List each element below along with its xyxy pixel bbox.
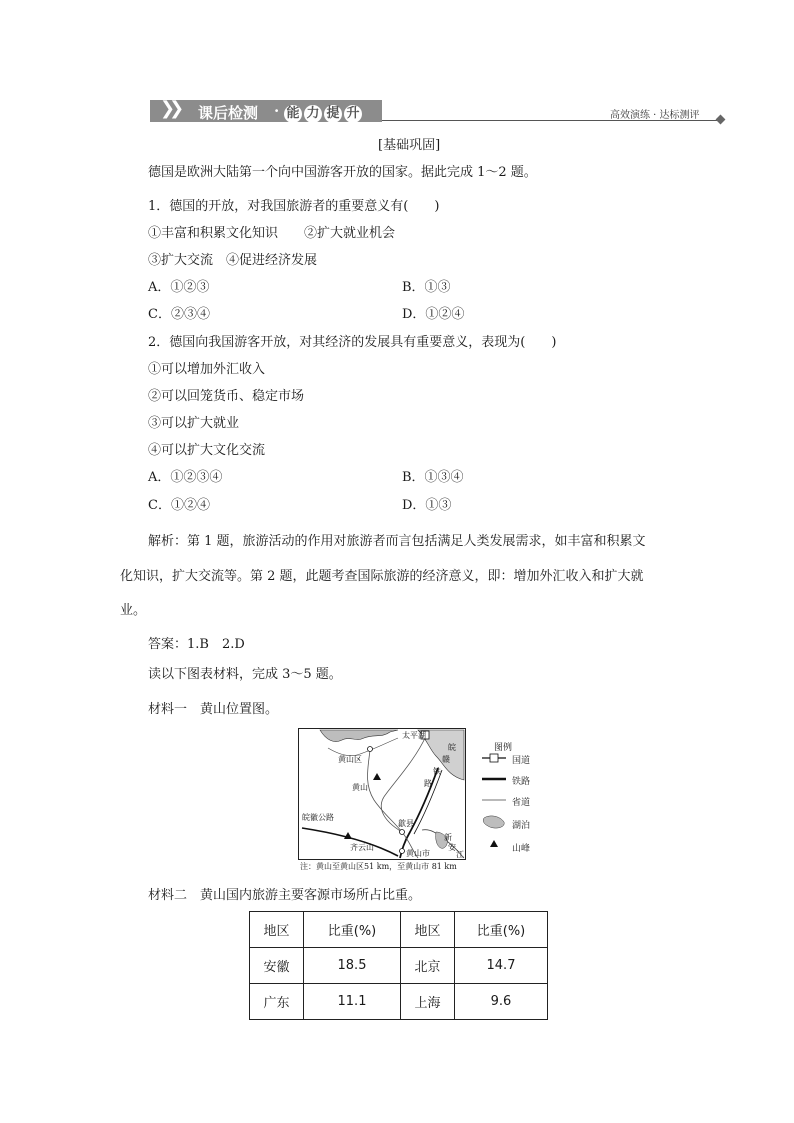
- table-cell: 上海: [401, 984, 455, 1020]
- table-cell: 广东: [250, 984, 304, 1020]
- read-prompt: 读以下图表材料，完成 3～5 题。: [148, 667, 342, 682]
- legend-national-road-marker: [490, 754, 498, 762]
- banner-separator: ·: [274, 102, 280, 120]
- legend-label: 山峰: [512, 844, 531, 854]
- table-cell: 安徽: [250, 948, 304, 984]
- material-two-caption: 材料二 黄山国内旅游主要客源市场所占比重。: [148, 888, 422, 903]
- answer-text: 答案：1.B 2.D: [148, 637, 245, 652]
- table-cell: 14.7: [455, 948, 548, 984]
- q1-choice-line: ①丰富和积累文化知识 ②扩大就业机会: [148, 226, 396, 241]
- legend-symbols: [480, 752, 510, 852]
- table-header-cell: 地区: [250, 912, 304, 948]
- map-label-huangshan-district: 黄山区: [338, 755, 362, 764]
- legend-lake-icon: [483, 816, 504, 828]
- map-label-xin: 新: [444, 833, 452, 842]
- q2-choice-line: ③可以扩大就业: [148, 416, 240, 431]
- town-marker: [400, 830, 405, 835]
- table-cell: 11.1: [304, 984, 401, 1020]
- table-header-cell: 地区: [401, 912, 455, 948]
- map-note: 注：黄山至黄山区51 km，至黄山市 81 km: [300, 862, 457, 871]
- material-one-caption: 材料一 黄山位置图。: [148, 702, 279, 717]
- header-subtitle: 高效演练 · 达标测评: [610, 110, 700, 121]
- banner-arrows-icon: ❯❯: [160, 98, 179, 119]
- legend-label: 国道: [512, 756, 531, 766]
- analysis-line: 业。: [120, 603, 147, 618]
- legend-peak-icon: [490, 840, 498, 847]
- q1-option-b: B．①③: [402, 280, 451, 295]
- banner-pill: 提: [324, 105, 342, 123]
- table-header-row: [250, 912, 548, 948]
- map-label-gan: 赣: [442, 755, 450, 764]
- q2-stem: 2．德国向我国游客开放，对其经济的发展具有重要意义，表现为( ): [148, 335, 557, 350]
- analysis-line: 解析：第 1 题，旅游活动的作用对旅游者而言包括满足人类发展需求，如丰富和积累文: [148, 534, 646, 549]
- map-label-wan: 皖: [448, 743, 456, 752]
- q2-option-a: A．①②③④: [148, 470, 223, 485]
- q1-choice-line: ③扩大交流 ④促进经济发展: [148, 253, 318, 268]
- town-marker: [368, 747, 373, 752]
- map-label-lu: 路: [424, 779, 432, 788]
- intro-text: 德国是欧洲大陆第一个向中国游客开放的国家。据此完成 1～2 题。: [148, 165, 537, 180]
- table-header-cell: 比重(%): [304, 912, 401, 948]
- q2-choice-line: ②可以回笼货币、稳定市场: [148, 389, 305, 404]
- map-label-huangshan: 黄山: [352, 783, 368, 792]
- q1-option-d: D．①②④: [402, 307, 465, 322]
- map-label-huangshan-city: 黄山市: [406, 849, 430, 858]
- table-cell: 北京: [401, 948, 455, 984]
- analysis-line: 化知识，扩大交流等。第 2 题，此题考查国际旅游的经济意义，即：增加外汇收入和扩大就: [120, 569, 644, 584]
- table-row: [250, 948, 548, 984]
- table-cell: 9.6: [455, 984, 548, 1020]
- q1-stem: 1．德国的开放，对我国旅游者的重要意义有( ): [148, 199, 440, 214]
- huangshan-map: [298, 728, 466, 860]
- legend-label: 省道: [512, 798, 531, 808]
- header-rule-diamond: [716, 115, 726, 125]
- q2-choice-line: ①可以增加外汇收入: [148, 362, 266, 377]
- map-label-wanhui-road: 皖徽公路: [302, 813, 334, 822]
- banner-pill: 力: [304, 105, 322, 123]
- banner-pill: 升: [344, 105, 362, 123]
- town-marker: [400, 849, 405, 854]
- banner-title: 课后检测: [198, 104, 259, 122]
- banner-pill: 能: [284, 105, 302, 123]
- legend-label: 湖泊: [512, 821, 531, 831]
- map-label-tie: 铁: [433, 767, 441, 776]
- table-row: [250, 984, 548, 1020]
- banner-pills: [284, 102, 364, 123]
- map-label-an: 安: [448, 843, 456, 852]
- q1-option-a: A．①②③: [148, 280, 210, 295]
- q1-option-c: C．②③④: [148, 307, 210, 322]
- source-market-table: [249, 911, 548, 1020]
- q2-option-b: B．①③④: [402, 470, 464, 485]
- q2-choice-line: ④可以扩大文化交流: [148, 443, 266, 458]
- table-cell: 18.5: [304, 948, 401, 984]
- table-header-cell: 比重(%): [455, 912, 548, 948]
- legend-label: 铁路: [512, 777, 531, 787]
- q2-option-d: D．①③: [402, 498, 452, 513]
- map-label-taiping-lake: 太平湖: [402, 731, 426, 740]
- map-label-shexian: 歙县: [398, 819, 414, 828]
- q2-option-c: C．①②④: [148, 498, 210, 513]
- legend-title: 图例: [494, 743, 513, 753]
- map-label-qiyunshan: 齐云山: [350, 843, 374, 852]
- section-title: [基础巩固]: [378, 138, 441, 153]
- map-label-jiang: 江: [456, 850, 464, 859]
